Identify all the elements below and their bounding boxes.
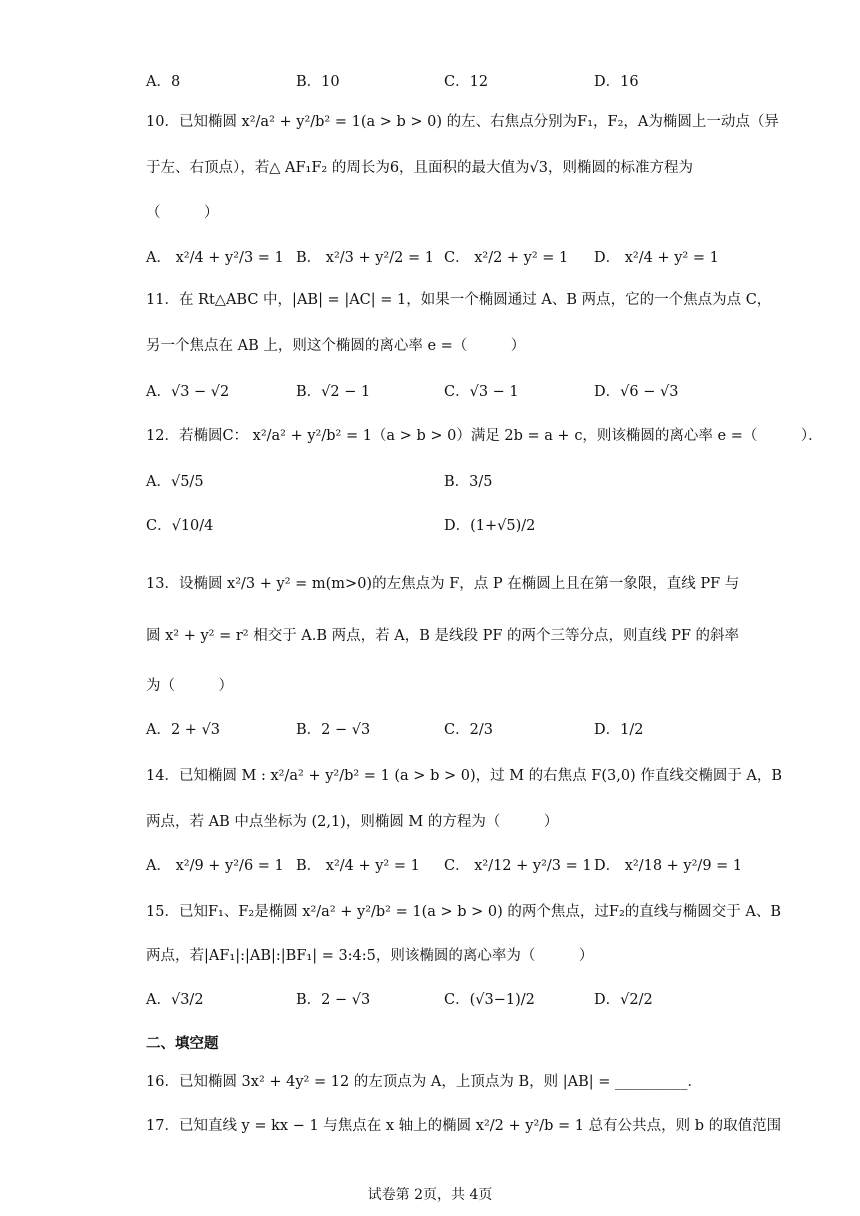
q11-stem-line2: 另一个焦点在 AB 上，则这个椭圆的离心率 e =（ ） (146, 338, 526, 354)
q9-option-a: A．8 (146, 74, 181, 90)
q14-option-a: A． x²/9 + y²/6 = 1 (146, 858, 284, 874)
q11-stem-line1: 11．在 Rt△ABC 中，|AB| = |AC| = 1，如果一个椭圆通过 A、B 两点，它的一个焦点为点 C， (146, 292, 772, 308)
q13-stem-line1: 13．设椭圆 x²/3 + y² = m(m>0)的左焦点为 F，点 P 在椭圆上且在第一象限，直线 PF 与 (146, 576, 740, 592)
q11-option-a: A．√3 − √2 (146, 384, 230, 400)
section-title-fill-in: 二、填空题 (146, 1036, 219, 1052)
q10-stem-line2: 于左、右顶点），若△ AF₁F₂ 的周长为6，且面积的最大值为√3，则椭圆的标准方程为 (146, 160, 694, 176)
q13-option-c: C．2/3 (444, 722, 493, 738)
q14-option-d: D． x²/18 + y²/9 = 1 (594, 858, 743, 874)
q15-option-b: B．2 − √3 (296, 992, 371, 1008)
q13-option-b: B．2 − √3 (296, 722, 371, 738)
q14-stem-line1: 14．已知椭圆 M : x²/a² + y²/b² = 1 (a > b > 0)，过 M 的右焦点 F(3,0) 作直线交椭圆于 A，B (146, 768, 783, 784)
q15-stem-line1: 15．已知F₁、F₂是椭圆 x²/a² + y²/b² = 1(a > b > 0) 的两个焦点，过F₂的直线与椭圆交于 A、B (146, 904, 782, 920)
q13-stem-line2: 圆 x² + y² = r² 相交于 A.B 两点，若 A，B 是线段 PF 的两个三等分点，则直线 PF 的斜率 (146, 628, 740, 644)
q9-option-d: D．16 (594, 74, 639, 90)
q13-option-a: A．2 + √3 (146, 722, 221, 738)
q10-stem-line1: 10．已知椭圆 x²/a² + y²/b² = 1(a > b > 0) 的左、右焦点分别为F₁，F₂，A为椭圆上一动点（异 (146, 114, 779, 130)
q9-option-b: B．10 (296, 74, 340, 90)
q15-stem-line2: 两点，若|AF₁|:|AB|:|BF₁| = 3:4:5，则该椭圆的离心率为（ ） (146, 948, 594, 964)
q10-stem-line3: （ ） (146, 205, 219, 221)
q14-option-c: C． x²/12 + y²/3 = 1 (444, 858, 592, 874)
q10-option-b: B． x²/3 + y²/2 = 1 (296, 250, 434, 266)
q12-option-b: B．3/5 (444, 474, 493, 490)
q12-stem-line1: 12．若椭圆C： x²/a² + y²/b² = 1（a > b > 0）满足 2b = a + c，则该椭圆的离心率 e =（ ）． (146, 428, 823, 444)
q16-stem: 16．已知椭圆 3x² + 4y² = 12 的左顶点为 A，上顶点为 B，则 |AB| = __________． (146, 1074, 703, 1090)
q15-option-a: A．√3/2 (146, 992, 204, 1008)
q14-option-b: B． x²/4 + y² = 1 (296, 858, 420, 874)
q10-option-a: A． x²/4 + y²/3 = 1 (146, 250, 284, 266)
q9-option-c: C．12 (444, 74, 489, 90)
q11-option-c: C．√3 − 1 (444, 384, 519, 400)
q13-option-d: D．1/2 (594, 722, 644, 738)
q15-option-d: D．√2/2 (594, 992, 653, 1008)
q10-option-d: D． x²/4 + y² = 1 (594, 250, 719, 266)
q11-option-b: B．√2 − 1 (296, 384, 371, 400)
q14-stem-line2: 两点，若 AB 中点坐标为 (2,1)，则椭圆 M 的方程为（ ） (146, 814, 559, 830)
page-footer: 试卷第 2页，共 4页 (367, 1187, 493, 1203)
q13-stem-line3: 为（ ） (146, 678, 233, 694)
q12-option-a: A．√5/5 (146, 474, 204, 490)
q12-option-c: C．√10/4 (146, 518, 214, 534)
q11-option-d: D．√6 − √3 (594, 384, 679, 400)
q10-option-c: C． x²/2 + y² = 1 (444, 250, 569, 266)
q12-option-d: D．(1+√5)/2 (444, 518, 536, 534)
q15-option-c: C．(√3−1)/2 (444, 992, 535, 1008)
q17-stem: 17．已知直线 y = kx − 1 与焦点在 x 轴上的椭圆 x²/2 + y²/b = 1 总有公共点，则 b 的取值范围 (146, 1118, 782, 1134)
